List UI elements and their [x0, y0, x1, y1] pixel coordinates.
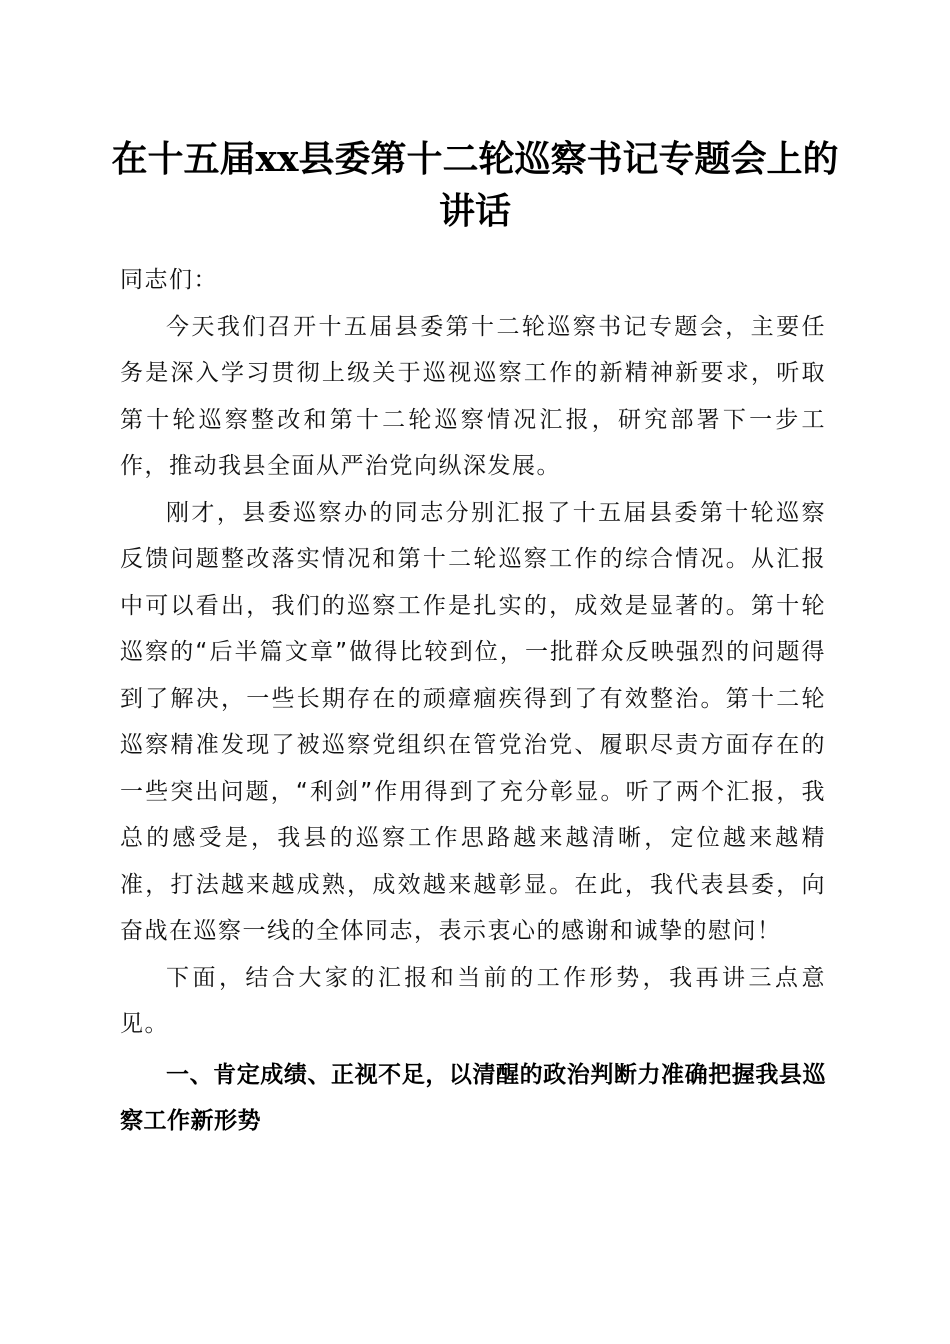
salutation: 同志们： [120, 267, 218, 293]
paragraph-intro: 今天我们召开十五届县委第十二轮巡察书记专题会，主要任务是深入学习贯彻上级关于巡视巡察工作的新精神新要求，听取第十轮巡察整改和第十二轮巡察情况汇报，研究部署下一步工作，推动我县全面从严治党向纵深发展。 [120, 313, 826, 479]
paragraph-report-summary: 刚才，县委巡察办的同志分别汇报了十五届县委第十轮巡察反馈问题整改落实情况和第十二轮巡察工作的综合情况。从汇报中可以看出，我们的巡察工作是扎实的，成效是显著的。第十轮巡察的“后半篇文章”做得比较到位，一批群众反映强烈的问题得到了解决，一些长期存在的顽瘴痼疾得到了有效整治。第十二轮巡察精准发现了被巡察党组织在管党治党、履职尽责方面存在的一些突出问题，“利剑”作用得到了充分彰显。听了两个汇报，我总的感受是，我县的巡察工作思路越来越清晰，定位越来越精准，打法越来越成熟，成效越来越彰显。在此，我代表县委，向奋战在巡察一线的全体同志，表示衷心的感谢和诚挚的慰问！ [120, 499, 826, 944]
document-title: 在十五届xx县委第十二轮巡察书记专题会上的讲话 [111, 138, 839, 232]
section-heading: 一、肯定成绩、正视不足，以清醒的政治判断力准确把握我县巡察工作新形势 [120, 1061, 826, 1134]
document-body [120, 257, 826, 1145]
paragraph-transition: 下面，结合大家的汇报和当前的工作形势，我再讲三点意见。 [120, 964, 826, 1037]
